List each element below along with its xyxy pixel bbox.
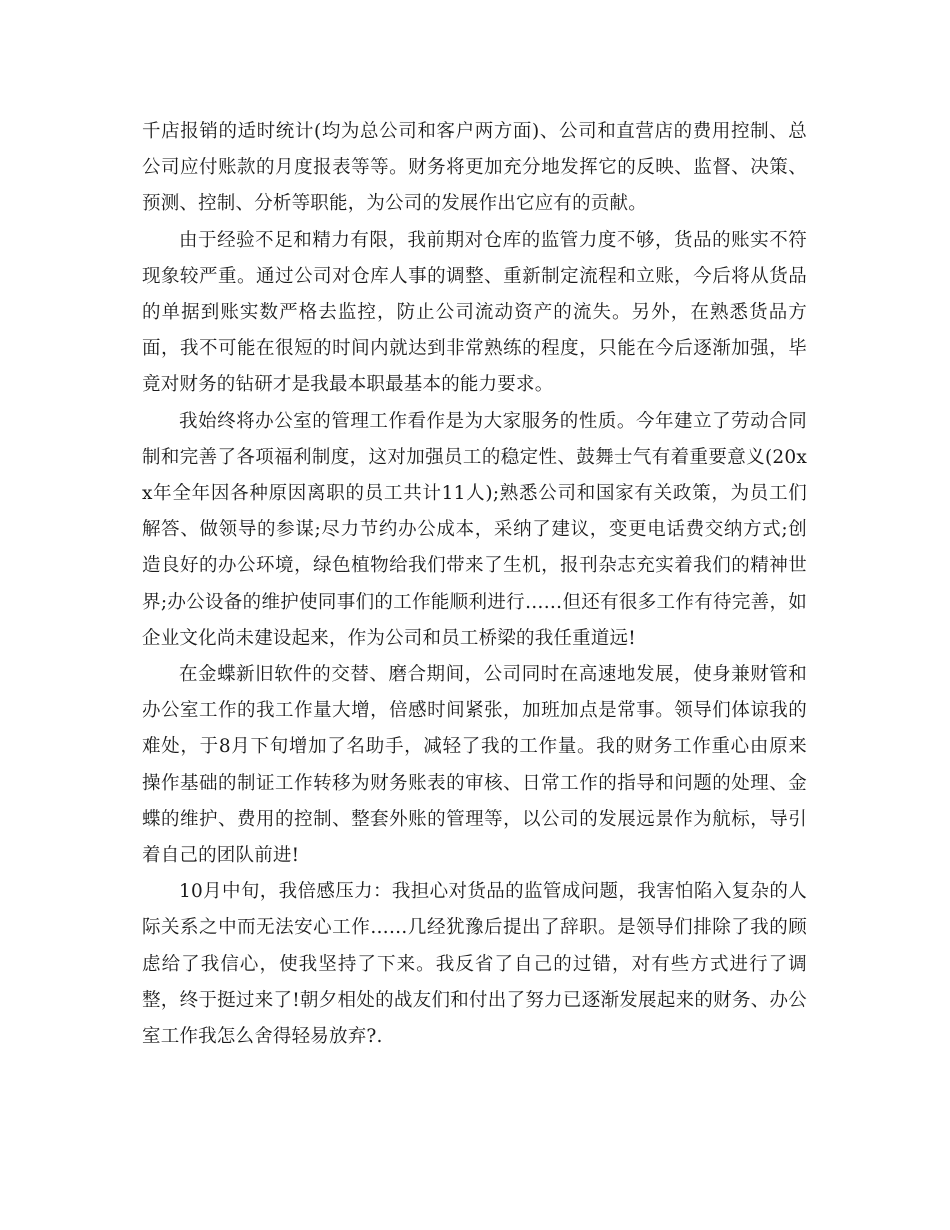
paragraph-1: 千店报销的适时统计(均为总公司和客户两方面)、公司和直营店的费用控制、总公司应付账款的月度报表等等。财务将更加充分地发挥它的反映、监督、决策、预测、控制、分析等职能，为公司的发展作出它应有的贡献。 [142,121,807,215]
paragraph-5: 10月中旬，我倍感压力：我担心对货品的监管成问题，我害怕陷入复杂的人际关系之中而无法安心工作……几经犹豫后提出了辞职。是领导们排除了我的顾虑给了我信心，使我坚持了下来。我反省了自己的过错，对有些方式进行了调整，终于挺过来了!朝夕相处的战友们和付出了努力已逐渐发展起来的财务、办公室工作我怎么舍得轻易放弃?. [142,881,807,1048]
paragraph-3: 我始终将办公室的管理工作看作是为大家服务的性质。今年建立了劳动合同制和完善了各项福利制度，这对加强员工的稳定性、鼓舞士气有着重要意义(20xx年全年因各种原因离职的员工共计11人);熟悉公司和国家有关政策，为员工们解答、做领导的参谋;尽力节约办公成本，采纳了建议，变更电话费交纳方式;创造良好的办公环境，绿色植物给我们带来了生机，报刊杂志充实着我们的精神世界;办公设备的维护使同事们的工作能顺利进行……但还有很多工作有待完善，如企业文化尚未建设起来，作为公司和员工桥梁的我任重道远! [142,410,807,649]
document-body [142,114,807,1055]
paragraph-4: 在金蝶新旧软件的交替、磨合期间，公司同时在高速地发展，使身兼财管和办公室工作的我工作量大增，倍感时间紧张，加班加点是常事。领导们体谅我的难处，于8月下旬增加了名助手，减轻了我的工作量。我的财务工作重心由原来操作基础的制证工作转移为财务账表的审核、日常工作的指导和问题的处理、金蝶的维护、费用的控制、整套外账的管理等，以公司的发展远景作为航标，导引着自己的团队前进! [142,664,807,867]
paragraph-2: 由于经验不足和精力有限，我前期对仓库的监管力度不够，货品的账实不符现象较严重。通过公司对仓库人事的调整、重新制定流程和立账，今后将从货品的单据到账实数严格去监控，防止公司流动资产的流失。另外，在熟悉货品方面，我不可能在很短的时间内就达到非常熟练的程度，只能在今后逐渐加强，毕竟对财务的钻研才是我最本职最基本的能力要求。 [142,229,807,396]
